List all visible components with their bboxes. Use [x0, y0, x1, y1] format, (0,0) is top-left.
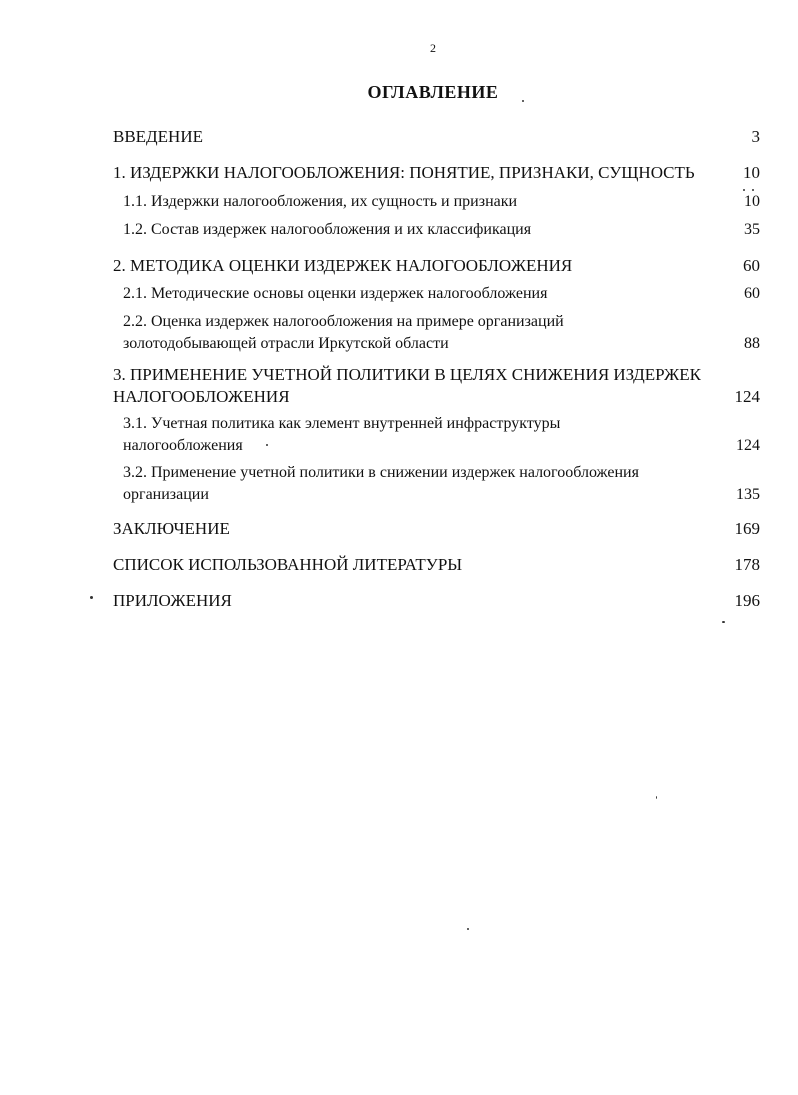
toc-entry-page: 10: [743, 163, 760, 182]
toc-entry-page: 10: [744, 193, 760, 210]
toc-entry-page: 169: [734, 519, 760, 538]
toc-entry-appendices[interactable]: [113, 590, 760, 612]
toc-entry-page: 88: [744, 335, 760, 352]
toc-entry-section-3-2[interactable]: [123, 462, 760, 506]
toc-entry-title-continued: НАЛОГООБЛОЖЕНИЯ: [113, 387, 290, 406]
toc-entry-title: ВВЕДЕНИЕ: [113, 127, 203, 146]
toc-entry-title: 2.2. Оценка издержек налогообложения на примере организаций: [123, 313, 564, 330]
scan-speck: [266, 444, 268, 446]
toc-entry-section-1-1[interactable]: [123, 191, 760, 213]
scan-speck: [752, 189, 754, 191]
toc-entry-section-2-1[interactable]: [123, 283, 760, 305]
toc-entry-page: 124: [734, 387, 760, 406]
toc-entry-title: 2. МЕТОДИКА ОЦЕНКИ ИЗДЕРЖЕК НАЛОГООБЛОЖЕНИЯ: [113, 256, 573, 275]
toc-entry-title-continued: золотодобывающей отрасли Иркутской области: [123, 335, 449, 352]
toc-entry-page: 3: [751, 127, 760, 146]
toc-entry-page: 135: [736, 486, 760, 503]
toc-entry-references[interactable]: [113, 554, 760, 576]
toc-entry-page: 124: [736, 437, 760, 454]
toc-entry-title: СПИСОК ИСПОЛЬЗОВАННОЙ ЛИТЕРАТУРЫ: [113, 555, 463, 574]
toc-entry-conclusion[interactable]: [113, 518, 760, 540]
scan-speck: [656, 796, 657, 799]
scan-speck: [722, 621, 725, 623]
toc-entry-title-continued: организации: [123, 486, 209, 503]
toc-title: ОГЛАВЛЕНИЕ: [367, 82, 499, 102]
toc-entry-page: 35: [744, 221, 760, 238]
toc-entry-page: 178: [734, 555, 760, 574]
scan-speck: [90, 596, 93, 599]
page-number: 2: [430, 41, 436, 55]
toc-entry-chapter-2[interactable]: [113, 255, 760, 277]
toc-entry-page: 196: [734, 591, 760, 610]
toc-entry-title: ЗАКЛЮЧЕНИЕ: [113, 519, 230, 538]
toc-entry-title: 1.1. Издержки налогообложения, их сущность и признаки: [123, 193, 518, 210]
scan-speck: [743, 189, 745, 191]
toc-entry-title: 1.2. Состав издержек налогообложения и их классификация: [123, 221, 532, 238]
toc-entry-page: 60: [743, 256, 760, 275]
toc-entry-chapter-1[interactable]: [113, 162, 760, 184]
toc-entry-introduction[interactable]: [113, 126, 760, 148]
toc-entry-title: 3.2. Применение учетной политики в снижении издержек налогообложения: [123, 464, 639, 481]
toc-entry-page: 60: [744, 285, 760, 302]
toc-entry-section-3-1[interactable]: [123, 413, 760, 457]
toc-entry-title: 1. ИЗДЕРЖКИ НАЛОГООБЛОЖЕНИЯ: ПОНЯТИЕ, ПРИЗНАКИ, СУЩНОСТЬ: [113, 163, 695, 182]
toc-entry-title-continued: налогообложения: [123, 437, 243, 454]
scan-speck: [522, 100, 524, 102]
toc-entry-title: ПРИЛОЖЕНИЯ: [113, 591, 232, 610]
toc-entry-section-1-2[interactable]: [123, 219, 760, 241]
toc-entry-section-2-2[interactable]: [123, 311, 760, 355]
scan-speck: [467, 928, 469, 930]
toc-entry-chapter-3[interactable]: [113, 364, 760, 408]
toc-entry-title: 2.1. Методические основы оценки издержек налогообложения: [123, 285, 548, 302]
toc-entry-title: 3. ПРИМЕНЕНИЕ УЧЕТНОЙ ПОЛИТИКИ В ЦЕЛЯХ СНИЖЕНИЯ ИЗДЕРЖЕК: [113, 365, 701, 384]
toc-entry-title: 3.1. Учетная политика как элемент внутренней инфраструктуры: [123, 415, 561, 432]
